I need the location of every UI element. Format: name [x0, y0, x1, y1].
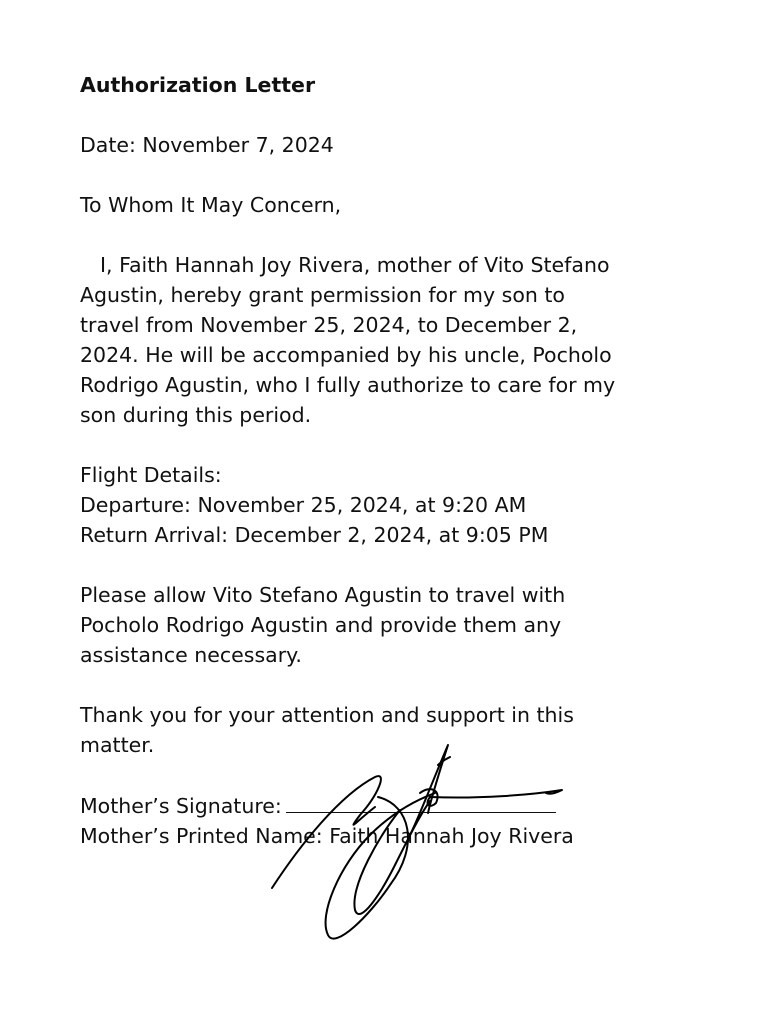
body-line: I, Faith Hannah Joy Rivera, mother of Vito Stefano [100, 253, 610, 277]
body-line: travel from November 25, 2024, to December 2, [80, 313, 578, 337]
printed-name: Mother’s Printed Name: Faith Hannah Joy Rivera [80, 824, 574, 848]
salutation: To Whom It May Concern, [80, 193, 342, 217]
spacer [80, 760, 720, 790]
body-line: 2024. He will be accompanied by his uncle, Pocholo [80, 343, 612, 367]
body-line: Agustin, hereby grant permission for my son to [80, 283, 565, 307]
spacer [80, 670, 720, 700]
spacer [80, 430, 720, 460]
thanks-paragraph [80, 700, 720, 760]
signature-line [286, 790, 556, 813]
letter-date: Date: November 7, 2024 [80, 133, 334, 157]
body-line: Rodrigo Agustin, who I fully authorize to care for my [80, 373, 616, 397]
spacer [80, 100, 720, 130]
spacer [80, 160, 720, 190]
authorization-letter [80, 70, 720, 851]
signature-row [80, 790, 720, 821]
letter-title: Authorization Letter [80, 73, 316, 97]
signature-label: Mother’s Signature: [80, 794, 282, 818]
spacer [80, 550, 720, 580]
body-line: son during this period. [80, 403, 312, 427]
request-line: Pocholo Rodrigo Agustin and provide them any [80, 613, 562, 637]
spacer [80, 220, 720, 250]
request-line: Please allow Vito Stefano Agustin to travel with [80, 583, 566, 607]
return-arrival-line: Return Arrival: December 2, 2024, at 9:05 PM [80, 523, 549, 547]
flight-heading: Flight Details: [80, 463, 222, 487]
body-paragraph [80, 250, 720, 430]
request-paragraph [80, 580, 720, 670]
thanks-line: Thank you for your attention and support in this [80, 703, 574, 727]
flight-details [80, 460, 720, 550]
thanks-line: matter. [80, 733, 155, 757]
request-line: assistance necessary. [80, 643, 302, 667]
departure-line: Departure: November 25, 2024, at 9:20 AM [80, 493, 527, 517]
